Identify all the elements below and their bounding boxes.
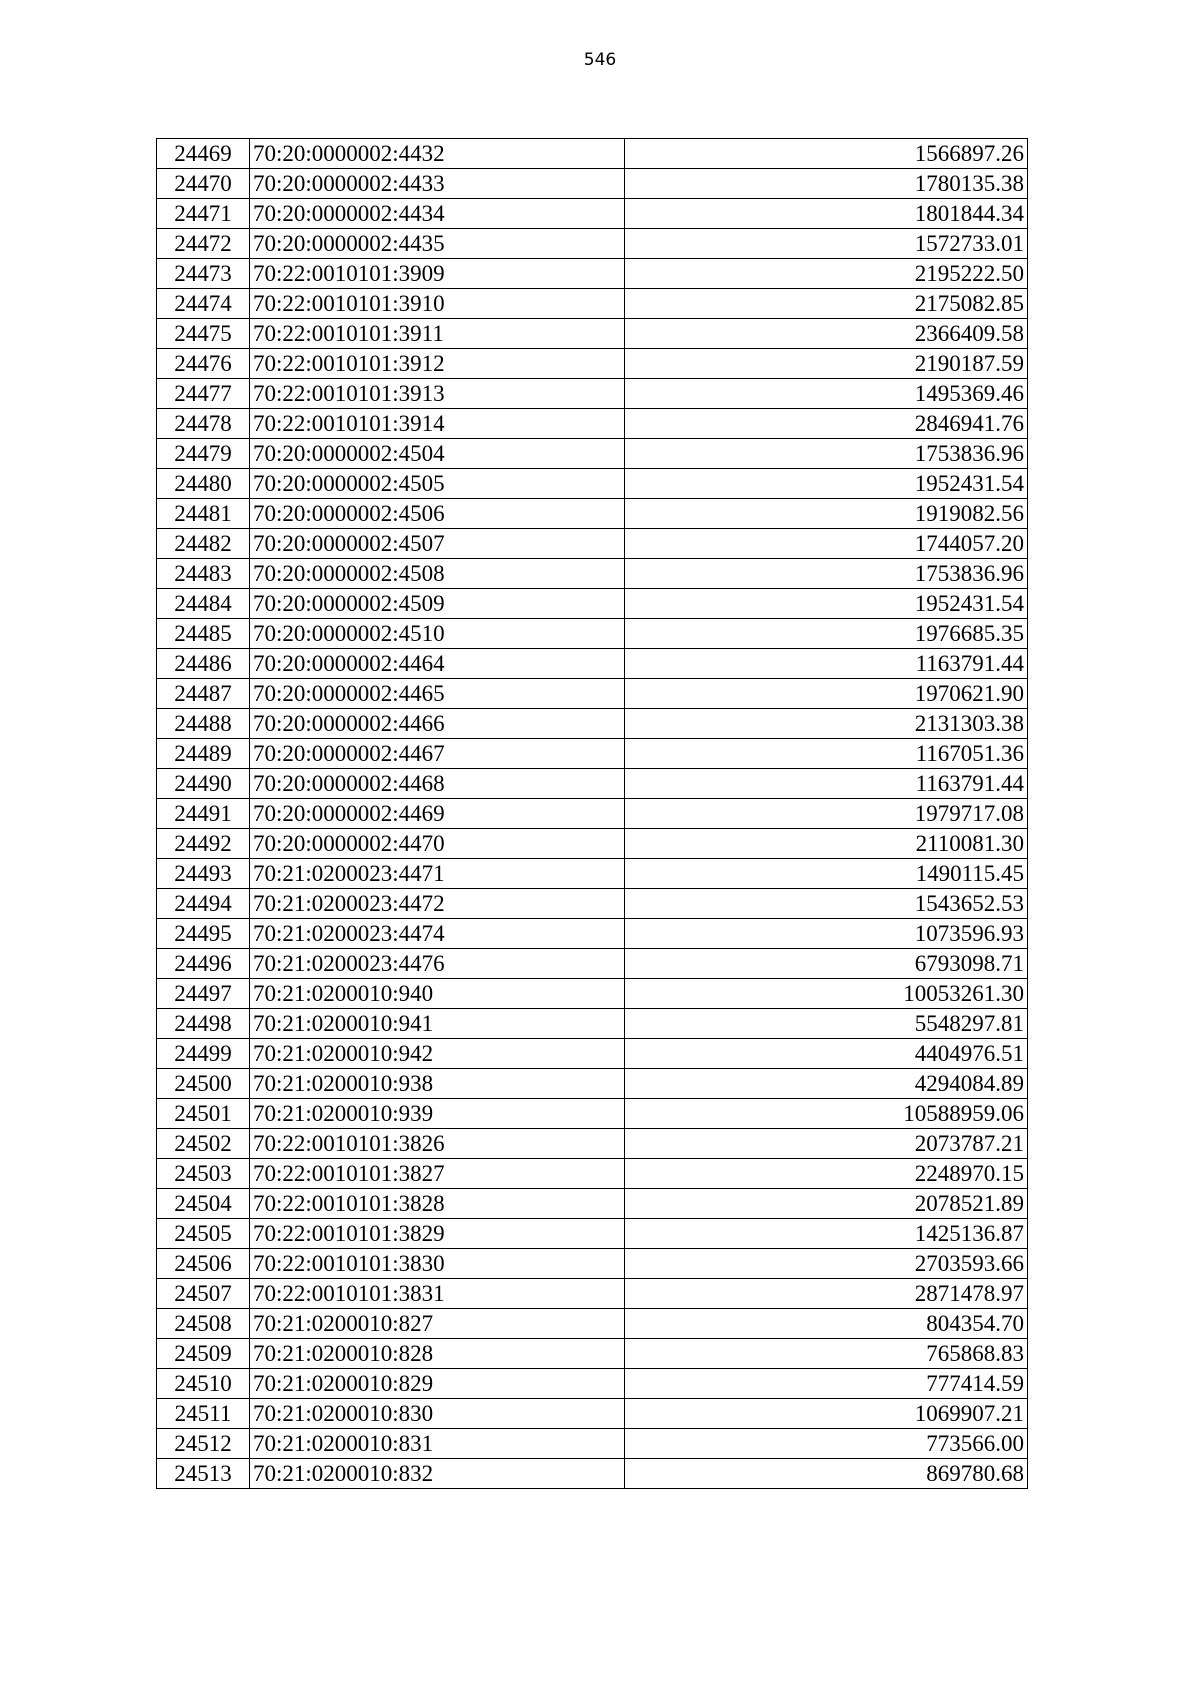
table-row [157,1459,1028,1489]
cadastral-value-cell: 765868.83 [625,1339,1028,1369]
cadastral-value-cell: 10053261.30 [625,979,1028,1009]
page-number: 546 [583,50,617,70]
cadastral-number-cell: 70:20:0000002:4466 [250,709,625,739]
cadastral-number-cell: 70:22:0010101:3828 [250,1189,625,1219]
table-row [157,829,1028,859]
cadastral-value-cell: 1952431.54 [625,469,1028,499]
cadastral-number-cell: 70:21:0200010:827 [250,1309,625,1339]
row-number-cell: 24479 [157,439,250,469]
table-row [157,1249,1028,1279]
cadastral-value-cell: 1753836.96 [625,559,1028,589]
table-row [157,1429,1028,1459]
table-row [157,859,1028,889]
cadastral-value-cell: 2366409.58 [625,319,1028,349]
cadastral-number-cell: 70:22:0010101:3911 [250,319,625,349]
cadastral-number-cell: 70:20:0000002:4469 [250,799,625,829]
cadastral-number-cell: 70:20:0000002:4465 [250,679,625,709]
table-row [157,289,1028,319]
row-number-cell: 24494 [157,889,250,919]
row-number-cell: 24497 [157,979,250,1009]
cadastral-value-cell: 2871478.97 [625,1279,1028,1309]
cadastral-number-cell: 70:20:0000002:4468 [250,769,625,799]
row-number-cell: 24484 [157,589,250,619]
table-row [157,949,1028,979]
table-row [157,1189,1028,1219]
cadastral-number-cell: 70:22:0010101:3829 [250,1219,625,1249]
cadastral-number-cell: 70:20:0000002:4510 [250,619,625,649]
cadastral-number-cell: 70:21:0200010:942 [250,1039,625,1069]
table-row [157,889,1028,919]
row-number-cell: 24498 [157,1009,250,1039]
cadastral-value-cell: 804354.70 [625,1309,1028,1339]
row-number-cell: 24493 [157,859,250,889]
cadastral-value-cell: 1167051.36 [625,739,1028,769]
cadastral-number-cell: 70:20:0000002:4435 [250,229,625,259]
table-row [157,1099,1028,1129]
cadastral-value-cell: 2131303.38 [625,709,1028,739]
table-row [157,1309,1028,1339]
cadastral-value-cell: 2073787.21 [625,1129,1028,1159]
table-row [157,319,1028,349]
cadastral-number-cell: 70:20:0000002:4467 [250,739,625,769]
table-row [157,259,1028,289]
row-number-cell: 24509 [157,1339,250,1369]
row-number-cell: 24511 [157,1399,250,1429]
table-row [157,739,1028,769]
row-number-cell: 24504 [157,1189,250,1219]
cadastral-number-cell: 70:20:0000002:4434 [250,199,625,229]
row-number-cell: 24506 [157,1249,250,1279]
cadastral-value-cell: 1780135.38 [625,169,1028,199]
table-row [157,1279,1028,1309]
cadastral-number-cell: 70:22:0010101:3830 [250,1249,625,1279]
table-row [157,349,1028,379]
cadastral-value-cell: 1952431.54 [625,589,1028,619]
row-number-cell: 24482 [157,529,250,559]
cadastral-value-cell: 1572733.01 [625,229,1028,259]
cadastral-value-cell: 1163791.44 [625,769,1028,799]
cadastral-number-cell: 70:21:0200023:4476 [250,949,625,979]
cadastral-number-cell: 70:22:0010101:3826 [250,1129,625,1159]
row-number-cell: 24502 [157,1129,250,1159]
table-body [157,139,1028,1489]
table-row [157,139,1028,169]
row-number-cell: 24471 [157,199,250,229]
cadastral-value-cell: 777414.59 [625,1369,1028,1399]
row-number-cell: 24492 [157,829,250,859]
row-number-cell: 24499 [157,1039,250,1069]
cadastral-value-cell: 2190187.59 [625,349,1028,379]
table-row [157,529,1028,559]
cadastral-number-cell: 70:20:0000002:4508 [250,559,625,589]
table-row [157,559,1028,589]
cadastral-number-cell: 70:21:0200010:941 [250,1009,625,1039]
row-number-cell: 24485 [157,619,250,649]
row-number-cell: 24480 [157,469,250,499]
cadastral-number-cell: 70:22:0010101:3910 [250,289,625,319]
row-number-cell: 24481 [157,499,250,529]
cadastral-value-cell: 1919082.56 [625,499,1028,529]
cadastral-value-cell: 869780.68 [625,1459,1028,1489]
row-number-cell: 24483 [157,559,250,589]
table-row [157,469,1028,499]
row-number-cell: 24510 [157,1369,250,1399]
row-number-cell: 24489 [157,739,250,769]
cadastral-value-cell: 2175082.85 [625,289,1028,319]
row-number-cell: 24475 [157,319,250,349]
table-row [157,1159,1028,1189]
cadastral-number-cell: 70:21:0200010:829 [250,1369,625,1399]
cadastral-number-cell: 70:22:0010101:3912 [250,349,625,379]
table-row [157,1069,1028,1099]
row-number-cell: 24513 [157,1459,250,1489]
cadastral-number-cell: 70:21:0200023:4472 [250,889,625,919]
cadastral-number-cell: 70:21:0200010:940 [250,979,625,1009]
cadastral-value-cell: 1801844.34 [625,199,1028,229]
row-number-cell: 24486 [157,649,250,679]
row-number-cell: 24473 [157,259,250,289]
table-row [157,649,1028,679]
cadastral-value-table [156,138,1028,1489]
table-row [157,1009,1028,1039]
cadastral-value-cell: 2110081.30 [625,829,1028,859]
row-number-cell: 24503 [157,1159,250,1189]
cadastral-value-cell: 4294084.89 [625,1069,1028,1099]
cadastral-value-cell: 5548297.81 [625,1009,1028,1039]
cadastral-value-cell: 1753836.96 [625,439,1028,469]
cadastral-number-cell: 70:21:0200023:4471 [250,859,625,889]
cadastral-number-cell: 70:20:0000002:4464 [250,649,625,679]
table-row [157,499,1028,529]
table-row [157,199,1028,229]
table-row [157,1129,1028,1159]
row-number-cell: 24477 [157,379,250,409]
cadastral-number-cell: 70:20:0000002:4433 [250,169,625,199]
row-number-cell: 24508 [157,1309,250,1339]
cadastral-number-cell: 70:22:0010101:3913 [250,379,625,409]
cadastral-value-cell: 1425136.87 [625,1219,1028,1249]
table-row [157,919,1028,949]
table-row [157,409,1028,439]
table-row [157,1039,1028,1069]
row-number-cell: 24505 [157,1219,250,1249]
cadastral-value-cell: 1543652.53 [625,889,1028,919]
row-number-cell: 24487 [157,679,250,709]
row-number-cell: 24501 [157,1099,250,1129]
row-number-cell: 24500 [157,1069,250,1099]
cadastral-number-cell: 70:20:0000002:4504 [250,439,625,469]
table-row [157,1399,1028,1429]
table-row [157,679,1028,709]
cadastral-number-cell: 70:22:0010101:3909 [250,259,625,289]
cadastral-value-cell: 1073596.93 [625,919,1028,949]
cadastral-value-cell: 2703593.66 [625,1249,1028,1279]
cadastral-value-cell: 1495369.46 [625,379,1028,409]
cadastral-number-cell: 70:21:0200010:938 [250,1069,625,1099]
cadastral-value-cell: 1566897.26 [625,139,1028,169]
cadastral-number-cell: 70:21:0200010:831 [250,1429,625,1459]
table-row [157,379,1028,409]
row-number-cell: 24472 [157,229,250,259]
cadastral-value-cell: 773566.00 [625,1429,1028,1459]
table-row [157,1339,1028,1369]
row-number-cell: 24474 [157,289,250,319]
cadastral-value-cell: 1976685.35 [625,619,1028,649]
cadastral-value-cell: 2248970.15 [625,1159,1028,1189]
cadastral-number-cell: 70:22:0010101:3831 [250,1279,625,1309]
table-row [157,619,1028,649]
row-number-cell: 24478 [157,409,250,439]
cadastral-number-cell: 70:21:0200010:828 [250,1339,625,1369]
cadastral-value-cell: 10588959.06 [625,1099,1028,1129]
cadastral-number-cell: 70:22:0010101:3827 [250,1159,625,1189]
cadastral-value-cell: 6793098.71 [625,949,1028,979]
row-number-cell: 24507 [157,1279,250,1309]
cadastral-value-cell: 2846941.76 [625,409,1028,439]
table-row [157,709,1028,739]
cadastral-value-cell: 2195222.50 [625,259,1028,289]
table-row [157,799,1028,829]
cadastral-value-cell: 1979717.08 [625,799,1028,829]
table-row [157,979,1028,1009]
cadastral-value-cell: 4404976.51 [625,1039,1028,1069]
table-row [157,439,1028,469]
table-row [157,169,1028,199]
row-number-cell: 24496 [157,949,250,979]
row-number-cell: 24495 [157,919,250,949]
cadastral-number-cell: 70:21:0200010:830 [250,1399,625,1429]
row-number-cell: 24490 [157,769,250,799]
cadastral-number-cell: 70:20:0000002:4509 [250,589,625,619]
cadastral-number-cell: 70:20:0000002:4470 [250,829,625,859]
cadastral-number-cell: 70:21:0200010:832 [250,1459,625,1489]
row-number-cell: 24512 [157,1429,250,1459]
row-number-cell: 24476 [157,349,250,379]
cadastral-value-cell: 1970621.90 [625,679,1028,709]
table-row [157,229,1028,259]
row-number-cell: 24470 [157,169,250,199]
table-row [157,1369,1028,1399]
row-number-cell: 24491 [157,799,250,829]
cadastral-number-cell: 70:20:0000002:4505 [250,469,625,499]
cadastral-number-cell: 70:20:0000002:4507 [250,529,625,559]
cadastral-value-cell: 1163791.44 [625,649,1028,679]
cadastral-number-cell: 70:21:0200023:4474 [250,919,625,949]
table-row [157,589,1028,619]
row-number-cell: 24488 [157,709,250,739]
cadastral-number-cell: 70:21:0200010:939 [250,1099,625,1129]
cadastral-value-cell: 1744057.20 [625,529,1028,559]
cadastral-number-cell: 70:22:0010101:3914 [250,409,625,439]
table-row [157,769,1028,799]
cadastral-value-cell: 2078521.89 [625,1189,1028,1219]
table-row [157,1219,1028,1249]
cadastral-number-cell: 70:20:0000002:4506 [250,499,625,529]
cadastral-number-cell: 70:20:0000002:4432 [250,139,625,169]
row-number-cell: 24469 [157,139,250,169]
cadastral-value-cell: 1069907.21 [625,1399,1028,1429]
cadastral-value-cell: 1490115.45 [625,859,1028,889]
